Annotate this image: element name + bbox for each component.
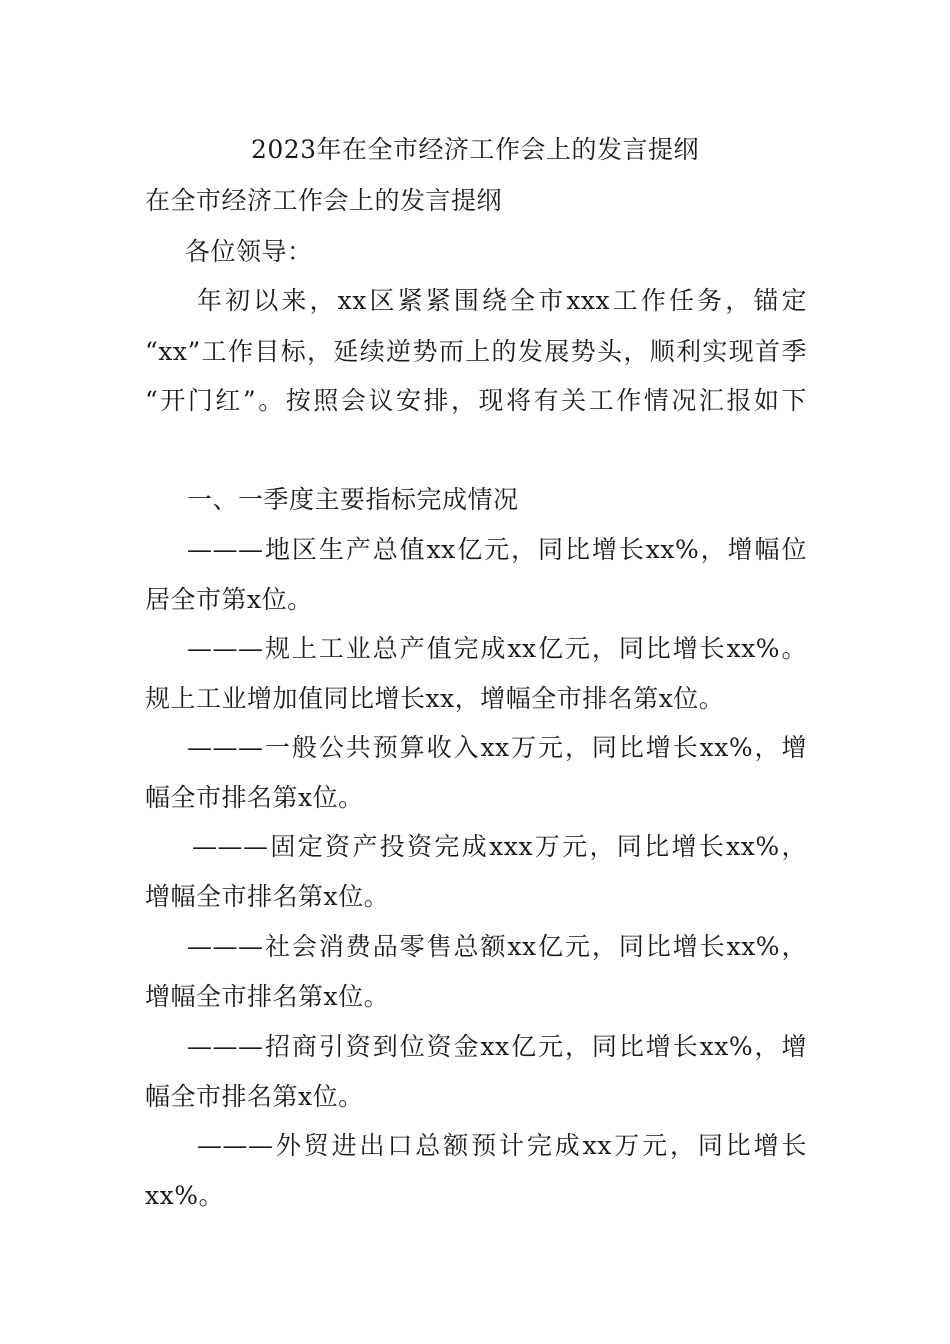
indicator-line-continued: 居全市第x位。 (145, 585, 313, 614)
indicator-line: ———规上工业总产值完成xx亿元，同比增长xx%。 (187, 634, 807, 663)
indicator-line: ———一般公共预算收入xx万元，同比增长xx%，增 (187, 733, 807, 762)
salutation: 各位领导： (185, 237, 313, 266)
indicator-line: ———固定资产投资完成xxx万元，同比增长xx%， (192, 832, 807, 861)
indicator-line-continued: 规上工业增加值同比增长xx，增幅全市排名第x位。 (145, 684, 725, 713)
document-title: 2023年在全市经济工作会上的发言提纲 (250, 135, 700, 164)
indicator-line: ———社会消费品零售总额xx亿元，同比增长xx%， (187, 932, 807, 961)
indicator-line-continued: xx%。 (145, 1181, 224, 1210)
indicator-line: ———外贸进出口总额预计完成xx万元，同比增长 (197, 1131, 807, 1160)
indicator-line-continued: 增幅全市排名第x位。 (145, 882, 390, 911)
indicator-line: ———地区生产总值xx亿元，同比增长xx%，增幅位 (187, 535, 807, 564)
indicator-line-continued: 幅全市排名第x位。 (145, 1082, 364, 1111)
document-subtitle: 在全市经济工作会上的发言提纲 (145, 186, 503, 215)
intro-line-1: 年初以来，xx区紧紧围绕全市xxx工作任务，锚定 (197, 286, 807, 315)
section-heading: 一、一季度主要指标完成情况 (187, 485, 519, 514)
intro-line-3: “开门红”。按照会议安排，现将有关工作情况汇报如下 (145, 386, 807, 415)
intro-line-2: “xx”工作目标，延续逆势而上的发展势头，顺利实现首季 (145, 337, 807, 366)
indicator-line-continued: 幅全市排名第x位。 (145, 783, 364, 812)
indicator-line: ———招商引资到位资金xx亿元，同比增长xx%，增 (187, 1032, 807, 1061)
indicator-line-continued: 增幅全市排名第x位。 (145, 982, 390, 1011)
